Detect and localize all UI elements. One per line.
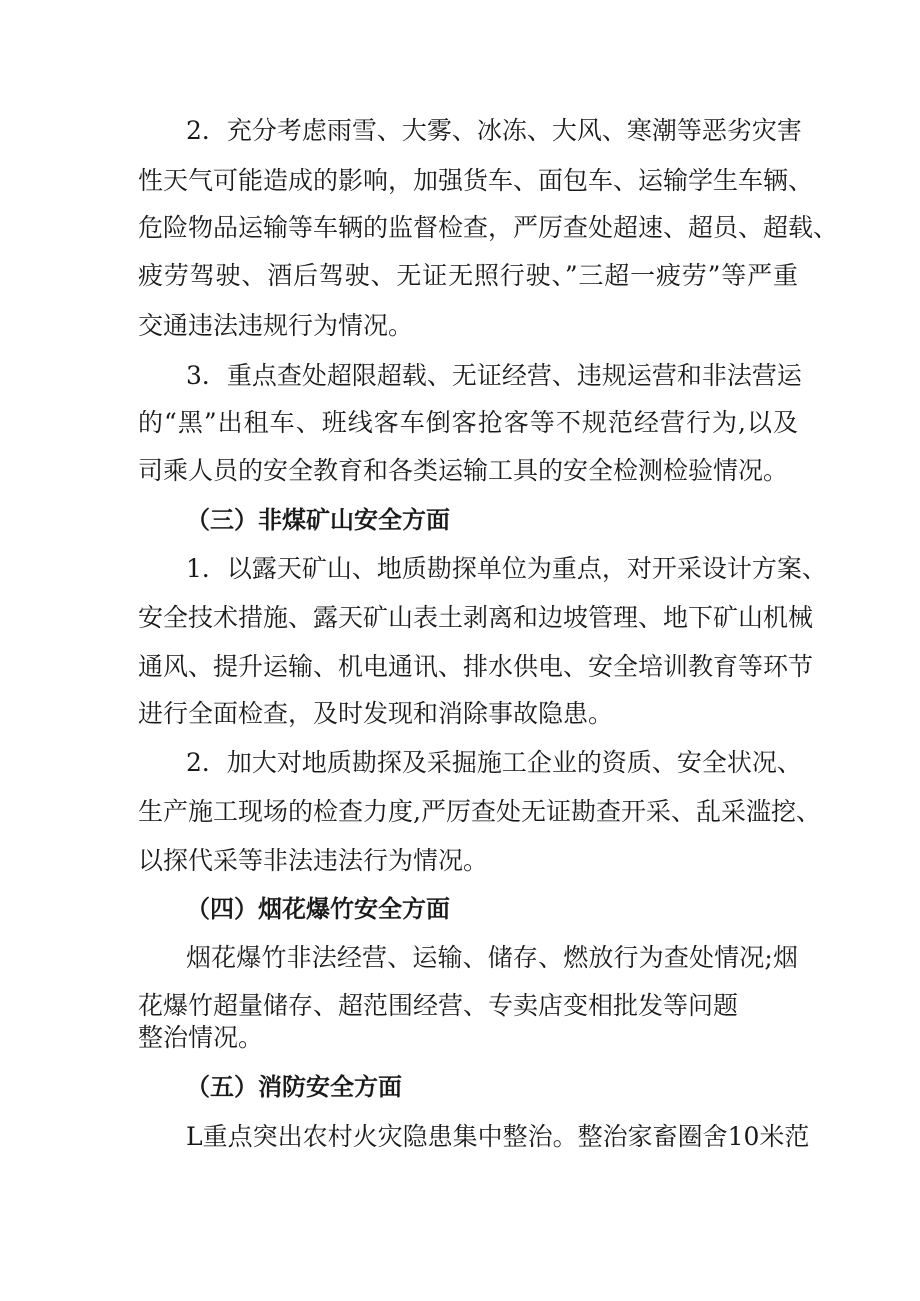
- fireworks-paragraph-line-2: 花爆竹超量储存、超范围经营、专卖店变相批发等问题: [138, 991, 739, 1020]
- paragraph-3-line-2: 的“黑”出租车、班线客车倒客抢客等不规范经营行为,以及: [138, 408, 798, 437]
- paragraph-2-line-4: 疲劳驾驶、酒后驾驶、无证无照行驶、”三超一疲劳”等严重: [138, 261, 798, 290]
- mines-paragraph-1-line-2: 安全技术措施、露天矿山表土剥离和边坡管理、地下矿山机械: [138, 603, 814, 632]
- paragraph-2-line-2: 性天气可能造成的影响，加强货车、面包车、运输学生车辆、: [138, 166, 814, 195]
- mines-paragraph-2-line-3: 以探代采等非法违法行为情况。: [138, 846, 489, 875]
- paragraph-2-line-5: 交通违法违规行为情况。: [138, 311, 414, 340]
- fireworks-paragraph-line-1: 烟花爆竹非法经营、运输、储存、燃放行为查处情况;烟: [186, 943, 798, 972]
- mines-paragraph-2-line-1: 2．加大对地质勘探及采掘施工企业的资质、安全状况、: [186, 748, 802, 777]
- paragraph-3-line-3: 司乘人员的安全教育和各类运输工具的安全检测检验情况。: [138, 456, 789, 485]
- mines-paragraph-1-line-4: 进行全面检查，及时发现和消除事故隐患。: [138, 699, 614, 728]
- paragraph-2-line-1: 2．充分考虑雨雪、大雾、冰冻、大风、寒潮等恶劣灾害: [186, 116, 802, 145]
- mines-paragraph-2-line-2: 生产施工现场的检查力度,严厉查处无证勘查开采、乱采滥挖、: [138, 797, 821, 826]
- section-heading-non-coal-mines: （三）非煤矿山安全方面: [186, 506, 450, 534]
- fireworks-paragraph-line-3: 整治情况。: [138, 1023, 264, 1052]
- section-heading-fireworks: （四）烟花爆竹安全方面: [186, 895, 450, 923]
- paragraph-3-line-1: 3．重点查处超限超载、无证经营、违规运营和非法营运: [186, 361, 802, 390]
- mines-paragraph-1-line-1: 1．以露天矿山、地质勘探单位为重点，对开采设计方案、: [186, 554, 827, 583]
- fire-safety-paragraph-line-1: L重点突出农村火灾隐患集中整治。整治家畜圈舍10米范: [186, 1122, 810, 1151]
- mines-paragraph-1-line-3: 通风、提升运输、机电通讯、排水供电、安全培训教育等环节: [138, 652, 814, 681]
- paragraph-2-line-3: 危险物品运输等车辆的监督检查，严厉查处超速、超员、超载、: [138, 213, 839, 242]
- section-heading-fire-safety: （五）消防安全方面: [186, 1073, 402, 1101]
